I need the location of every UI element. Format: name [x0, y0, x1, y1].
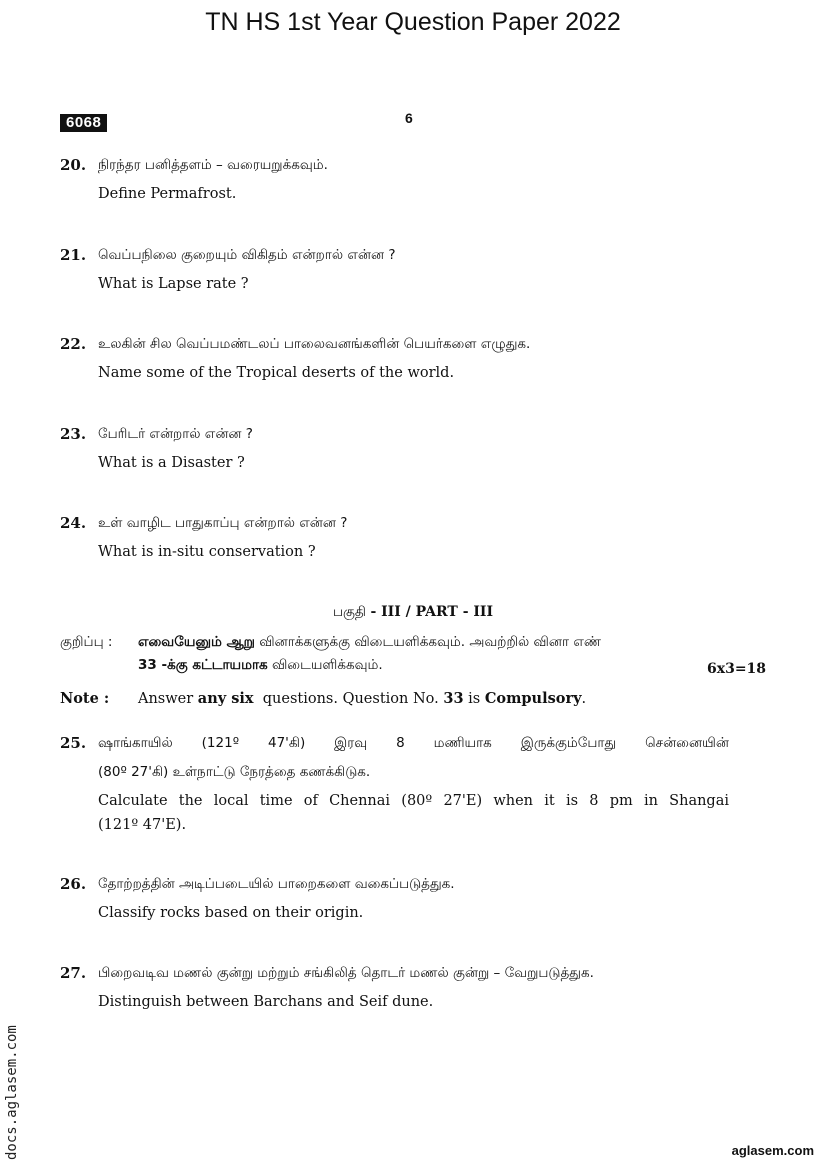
note-tamil-line-1: [138, 634, 601, 652]
note-english-text: [138, 690, 586, 707]
question-text-english: Name some of the Tropical deserts of the world.: [98, 365, 455, 381]
question-text-tamil: உள் வாழிட பாதுகாப்பு என்றால் என்ன ?: [98, 515, 348, 531]
note-english-label: Note :: [60, 690, 110, 707]
question-number: 24.: [60, 514, 87, 532]
note-tamil-text: வினாக்களுக்கு விடையளிக்கவும். அவற்றில் வினா எண்: [259, 634, 602, 650]
note-text: .: [581, 691, 587, 707]
question-text-english: What is in-situ conservation ?: [98, 544, 316, 560]
page-number: 6: [405, 110, 413, 126]
question-number: 25.: [60, 734, 87, 752]
question-text-english: Define Permafrost.: [98, 186, 237, 202]
question-text-english: (121º 47'E).: [98, 817, 187, 833]
question-text-english: What is a Disaster ?: [98, 455, 245, 471]
note-tamil-label: குறிப்பு :: [60, 634, 113, 650]
note-text: Answer: [138, 691, 194, 707]
question-text-tamil: பேரிடர் என்றால் என்ன ?: [98, 426, 253, 442]
note-bold: Compulsory: [484, 690, 582, 707]
question-number: 26.: [60, 875, 87, 893]
marks-allocation: 6x3=18: [707, 661, 767, 677]
side-watermark: docs.aglasem.com: [4, 1025, 20, 1160]
part-heading-tamil: பகுதி: [332, 604, 366, 620]
question-text-tamil: தோற்றத்தின் அடிப்படையில் பாறைகளை வகைப்படுத்துக.: [98, 876, 455, 892]
question-number: 27.: [60, 964, 87, 982]
question-number: 20.: [60, 156, 87, 174]
question-text-english: What is Lapse rate ?: [98, 276, 249, 292]
note-tamil-bold: எவையேனும் ஆறு: [138, 634, 255, 650]
question-number: 23.: [60, 425, 87, 443]
question-text-english: Classify rocks based on their origin.: [98, 905, 364, 921]
note-tamil-bold: 33 -க்கு கட்டாயமாக: [138, 657, 268, 673]
note-tamil-line-2: [138, 657, 383, 675]
question-text-tamil: (80º 27'கி) உள்நாட்டு நேரத்தை கணக்கிடுக.: [98, 764, 371, 780]
question-number: 22.: [60, 335, 87, 353]
note-bold: any six: [197, 690, 254, 707]
question-text-tamil: வெப்பநிலை குறையும் விகிதம் என்றால் என்ன ?: [98, 247, 396, 263]
page-title: TN HS 1st Year Question Paper 2022: [205, 8, 621, 36]
question-text-english: Calculate the local time of Chennai (80º 27'E) when it is 8 pm in Shangai: [98, 793, 729, 809]
part-heading-english: - III / PART - III: [370, 604, 494, 620]
note-bold: 33: [443, 690, 464, 707]
question-text-tamil: நிரந்தர பனித்தளம் – வரையறுக்கவும்.: [98, 157, 328, 173]
question-text-tamil: ஷாங்காயில் (121º 47'கி) இரவு 8 மணியாக இருக்கும்போது சென்னையின்: [98, 735, 729, 751]
footer-watermark: aglasem.com: [731, 1143, 814, 1158]
question-number: 21.: [60, 246, 87, 264]
question-text-tamil: உலகின் சில வெப்பமண்டலப் பாலைவனங்களின் பெயர்களை எழுதுக.: [98, 336, 531, 352]
question-text-tamil: பிறைவடிவ மணல் குன்று மற்றும் சங்கிலித் தொடர் மணல் குன்று – வேறுபடுத்துக.: [98, 965, 594, 981]
part-heading: [0, 604, 826, 622]
question-text-english: Distinguish between Barchans and Seif dune.: [98, 994, 434, 1010]
paper-code-badge: 6068: [60, 114, 107, 132]
note-text: questions. Question No.: [262, 691, 439, 707]
note-tamil-text: விடையளிக்கவும்.: [271, 657, 383, 673]
note-text: is: [468, 691, 481, 707]
